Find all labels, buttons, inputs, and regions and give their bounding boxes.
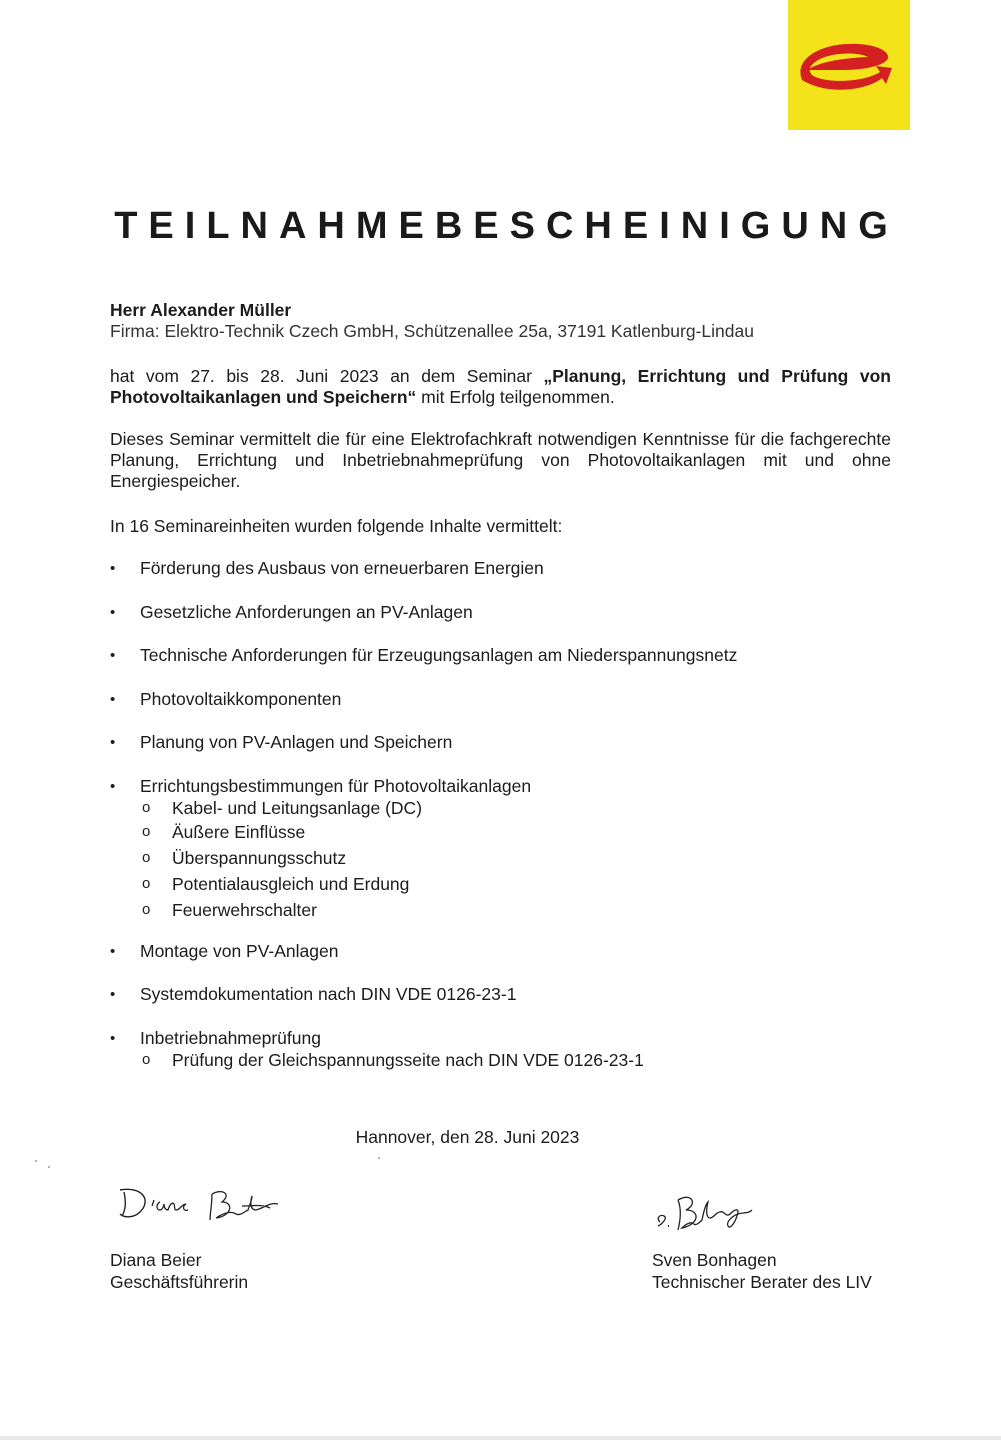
seminar-description: Dieses Seminar vermittelt die für eine Elektrofachkraft notwendigen Kenntnisse für die fachgerechte Planung, Errichtung und Inbetriebnahmeprüfung von Photovoltaikanlagen mit und ohne Energiespeicher. <box>110 429 891 491</box>
sublist-item: o Kabel- und Leitungsanlage (DC) <box>110 797 891 819</box>
signatory-name: Diana Beier <box>110 1250 202 1270</box>
topics-intro: In 16 Seminareinheiten wurden folgende Inhalte vermittelt: <box>110 516 563 536</box>
list-item: • Planung von PV-Anlagen und Speichern <box>110 732 891 753</box>
recipient-company: Firma: Elektro-Technik Czech GmbH, Schützenallee 25a, 37191 Katlenburg-Lindau <box>110 321 754 341</box>
sublist-item: o Äußere Einflüsse <box>110 819 891 845</box>
list-item: • Systemdokumentation nach DIN VDE 0126-23-1 <box>110 984 891 1005</box>
document-title: TEILNAHMEBESCHEINIGUNG <box>114 205 899 247</box>
signatory-left <box>110 1249 248 1293</box>
recipient-name: Herr Alexander Müller <box>110 300 292 320</box>
list-item: • Gesetzliche Anforderungen an PV-Anlagen <box>110 602 891 623</box>
topics-list <box>110 558 891 1093</box>
signatory-role: Technischer Berater des LIV <box>652 1272 872 1292</box>
list-item: • Inbetriebnahmeprüfung o Prüfung der Gleichspannungsseite nach DIN VDE 0126-23-1 <box>110 1028 891 1071</box>
scan-speck <box>35 1160 37 1162</box>
participation-prefix: hat vom 27. bis 28. Juni 2023 an dem Seminar <box>110 366 544 386</box>
list-item: • Photovoltaikkomponenten <box>110 689 891 710</box>
e-marke-icon <box>788 0 910 130</box>
list-item: • Errichtungsbestimmungen für Photovoltaikanlagen o Kabel- und Leitungsanlage (DC) o Äußere Einflüsse o Überspannungsschutz o Potentialausgleich und Erdung o Feuerwehrschalter <box>110 776 891 923</box>
sublist-item: o Feuerwehrschalter <box>110 897 891 923</box>
list-item: • Technische Anforderungen für Erzeugungsanlagen am Niederspannungsnetz <box>110 645 891 666</box>
e-marke-logo <box>788 0 910 130</box>
signatory-name: Sven Bonhagen <box>652 1250 777 1270</box>
list-item: • Förderung des Ausbaus von erneuerbaren Energien <box>110 558 891 579</box>
signature-diana-beier <box>112 1180 302 1230</box>
participation-statement <box>110 366 891 408</box>
sublist-inbetriebnahme <box>110 1049 891 1071</box>
sublist-item: o Potentialausgleich und Erdung <box>110 871 891 897</box>
scan-speck <box>378 1157 380 1159</box>
sublist-item: o Überspannungsschutz <box>110 845 891 871</box>
sublist-item: o Prüfung der Gleichspannungsseite nach DIN VDE 0126-23-1 <box>110 1049 891 1071</box>
page-edge <box>0 1436 1001 1440</box>
place-date: Hannover, den 28. Juni 2023 <box>355 1127 580 1147</box>
scan-speck <box>48 1166 50 1168</box>
signatory-role: Geschäftsführerin <box>110 1272 249 1292</box>
list-item: • Montage von PV-Anlagen <box>110 941 891 962</box>
signatory-right <box>652 1249 872 1293</box>
sublist-errichtung <box>110 797 891 923</box>
seminar-title: „Planung, Errichtung und Prüfung von Photovoltaikanlagen und Speichern“ <box>110 366 891 407</box>
participation-suffix: mit Erfolg teilgenommen. <box>416 387 615 407</box>
signature-sven-bonhagen <box>652 1188 772 1250</box>
